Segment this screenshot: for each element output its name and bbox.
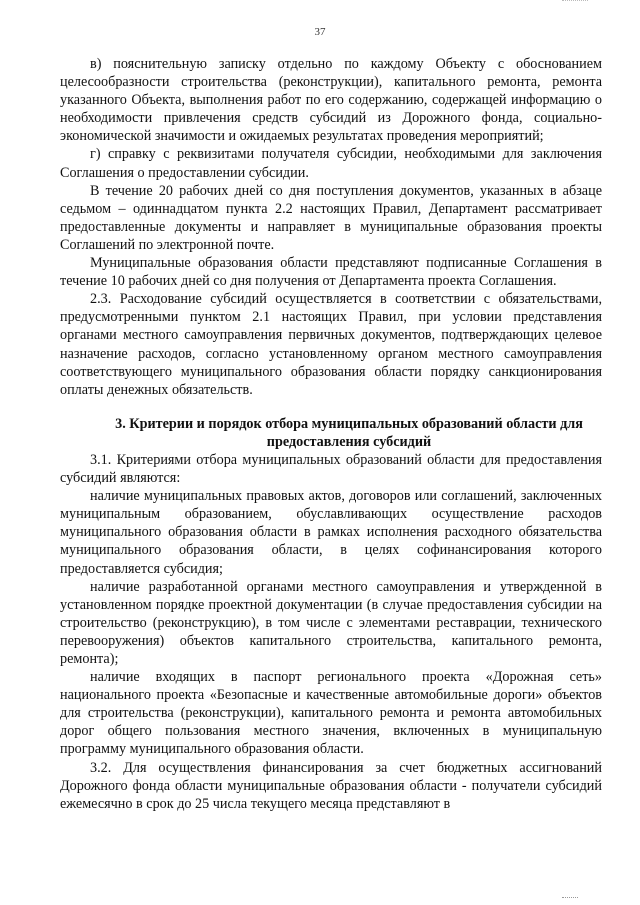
paragraph-3-1: 3.1. Критериями отбора муниципальных образований области для предоставления субсидий являются:: [60, 451, 602, 487]
scan-artifact-top: [562, 0, 588, 5]
paragraph-criterion-legal-acts: наличие муниципальных правовых актов, договоров или соглашений, заключенных муниципальным образованием, обуславливающих осуществление расходов муниципального образования области в рамках исполнения расходного обязательства муниципального образования области, в целях софинансирования которого предоставляется субсидия;: [60, 488, 602, 577]
page-number: 37: [314, 26, 326, 38]
paragraph-criterion-project-documentation: наличие разработанной органами местного самоуправления и утвержденной в установленном порядке проектной документации (в случае предоставления субсидии на строительство (реконструкцию), в том числе с элементами реставрации, технического перевооружения) объектов капитального строительства, капитального ремонта, ремонта);: [60, 578, 602, 667]
paragraph-3-2: 3.2. Для осуществления финансирования за счет бюджетных ассигнований Дорожного фонда области муниципальные образования области - получатели субсидий ежемесячно в срок до 25 числа текущего месяца представляют в: [60, 759, 602, 812]
paragraph-agreements-submission: Муниципальные образования области представляют подписанные Соглашения в течение 10 рабочих дней со дня получения от Департамента проекта Соглашения.: [60, 255, 602, 290]
paragraph-item-v: в) пояснительную записку отдельно по каждому Объекту с обоснованием целесообразности строительства (реконструкции), капитального ремонта, ремонта указанного Объекта, выполнения работ по его содержанию, содержащей информацию о необходимости привлечения средств субсидий из Дорожного фонда, социально-экономической значимости и ожидаемых результатах проведения мероприятий;: [60, 56, 602, 145]
paragraph-item-g: г) справку с реквизитами получателя субсидии, необходимыми для заключения Соглашения о предоставлении субсидии.: [60, 146, 602, 181]
paragraph-review-period: В течение 20 рабочих дней со дня поступления документов, указанных в абзаце седьмом – одиннадцатом пункта 2.2 настоящих Правил, Департамент рассматривает предоставленные документы и направляет в муниципальные образования проекты Соглашений по электронной почте.: [60, 182, 602, 253]
paragraph-2-3: 2.3. Расходование субсидий осуществляется в соответствии с обязательствами, предусмотренными пунктом 2.1 настоящих Правил, при условии представления органами местного самоуправления первичных документов, подтверждающих целевое назначение расходов, согласно установленному органом местного самоуправления соответствующего муниципального образования области порядку санкционирования оплаты денежных обязательств.: [60, 291, 602, 398]
paragraph-criterion-road-network: наличие входящих в паспорт регионального проекта «Дорожная сеть» национального проекта «Безопасные и качественные автомобильные дороги» объектов для строительства (реконструкции), капитального ремонта и ремонта автомобильных дорог общего пользования местного значения, включенных в муниципальную программу муниципального образования области.: [60, 669, 602, 758]
section-heading: 3. Критерии и порядок отбора муниципальных образований области для предоставления субсидий: [115, 415, 583, 450]
scan-artifact-bottom: [562, 897, 578, 901]
document-body: [60, 55, 602, 813]
